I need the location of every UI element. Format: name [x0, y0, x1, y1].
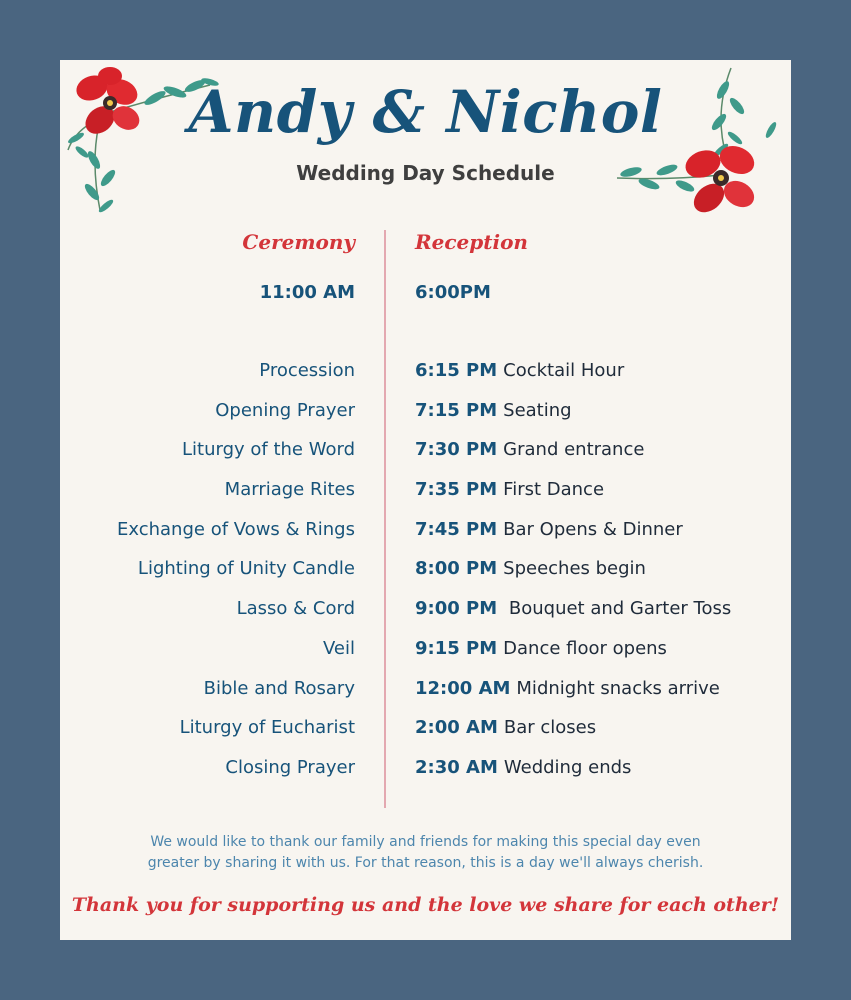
- thank-you-line: greater by sharing it with us. For that reason, this is a day we'll always cherish.: [147, 855, 704, 871]
- thank-you-line: We would like to thank our family and friends for making this special day even: [150, 834, 701, 850]
- reception-item-event: Speeches begin: [503, 558, 646, 580]
- ceremony-item: Veil: [323, 637, 355, 659]
- ceremony-time: 11:00 AM: [259, 282, 355, 303]
- reception-item: [415, 678, 731, 718]
- ceremony-item: Lighting of Unity Candle: [137, 558, 355, 580]
- ceremony-item: Closing Prayer: [225, 756, 355, 778]
- ceremony-item: Bible and Rosary: [203, 677, 355, 699]
- reception-item-event: Seating: [503, 399, 572, 421]
- ceremony-item: Liturgy of the Word: [182, 439, 355, 461]
- ceremony-list: [117, 360, 355, 797]
- reception-item-time: 7:15 PM: [415, 399, 498, 421]
- reception-time: 6:00PM: [415, 282, 491, 303]
- closing-message: Thank you for supporting us and the love we share for each other!: [71, 894, 780, 916]
- reception-item: [415, 757, 731, 797]
- reception-item-event: Wedding ends: [503, 756, 632, 778]
- reception-item-event: Cocktail Hour: [503, 360, 625, 381]
- reception-item: [415, 598, 731, 638]
- reception-item-event: Midnight snacks arrive: [516, 677, 720, 699]
- reception-item-event: Dance floor opens: [503, 637, 667, 659]
- ceremony-item: Liturgy of Eucharist: [179, 717, 355, 739]
- ceremony-heading: Ceremony: [242, 230, 355, 254]
- reception-item: [415, 558, 731, 598]
- reception-item: [415, 479, 731, 519]
- reception-item-time: 6:15 PM: [415, 360, 498, 381]
- schedule-card: [60, 60, 791, 940]
- reception-item: [415, 360, 731, 400]
- reception-list: [415, 360, 731, 797]
- reception-item: [415, 519, 731, 559]
- reception-item-event: Bar closes: [503, 717, 597, 739]
- ceremony-item: Procession: [259, 360, 355, 381]
- thank-you-note: [100, 832, 751, 874]
- reception-item-time: 12:00 AM: [415, 677, 511, 699]
- reception-item-time: 8:00 PM: [415, 558, 498, 580]
- reception-item-time: 7:35 PM: [415, 479, 498, 501]
- reception-item-event: Bouquet and Garter Toss: [503, 598, 732, 620]
- ceremony-item: Marriage Rites: [224, 479, 355, 501]
- reception-item-time: 9:15 PM: [415, 637, 498, 659]
- reception-item-time: 7:30 PM: [415, 439, 498, 461]
- reception-item-time: 2:30 AM: [415, 756, 498, 778]
- reception-item-time: 9:00 PM: [415, 598, 498, 620]
- couple-names-title: Andy & Nichol: [188, 78, 663, 146]
- reception-item-event: Bar Opens & Dinner: [503, 518, 683, 540]
- schedule-subtitle: Wedding Day Schedule: [296, 161, 555, 185]
- reception-heading: Reception: [415, 230, 528, 254]
- reception-item-event: First Dance: [503, 479, 605, 501]
- ceremony-item: Opening Prayer: [215, 399, 355, 421]
- reception-item-event: Grand entrance: [503, 439, 645, 461]
- reception-item-time: 2:00 AM: [415, 717, 498, 739]
- reception-item-time: 7:45 PM: [415, 518, 498, 540]
- reception-item: [415, 638, 731, 678]
- reception-item: [415, 400, 731, 440]
- reception-item: [415, 439, 731, 479]
- ceremony-item: Lasso & Cord: [236, 598, 355, 620]
- ceremony-item: Exchange of Vows & Rings: [117, 518, 355, 540]
- reception-item: [415, 717, 731, 757]
- column-divider: [384, 230, 386, 808]
